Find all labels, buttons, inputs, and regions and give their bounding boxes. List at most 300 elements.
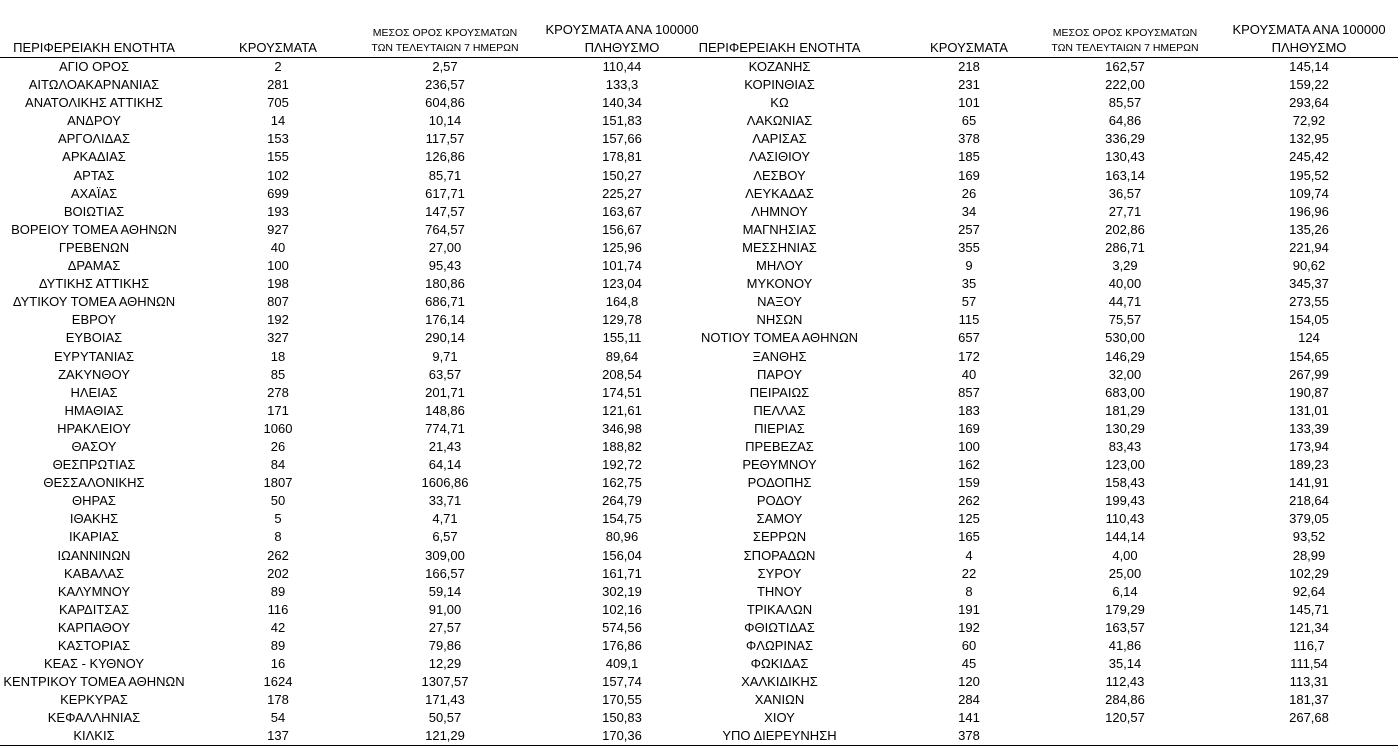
cell-cases: 183 xyxy=(958,402,980,418)
cell-per100k: 154,05 xyxy=(1289,312,1329,328)
cell-cases: 26 xyxy=(961,185,977,201)
cell-cases: 1624 xyxy=(263,674,293,690)
cell-region: ΒΟΡΕΙΟΥ ΤΟΜΕΑ ΑΘΗΝΩΝ xyxy=(11,221,177,237)
cell-per100k: 133,39 xyxy=(1289,420,1329,436)
cell-avg7: 126,86 xyxy=(425,149,465,165)
table-row xyxy=(0,239,692,257)
table-row xyxy=(0,474,692,492)
header-region: ΠΕΡΙΦΕΡΕΙΑΚΗ ΕΝΟΤΗΤΑ xyxy=(698,40,861,55)
table-row xyxy=(692,185,1398,203)
cell-avg7: 95,43 xyxy=(428,258,462,274)
cell-region: ΡΟΔΟΥ xyxy=(756,493,803,509)
table-bottom-border xyxy=(0,745,1398,746)
table-row xyxy=(692,547,1398,565)
cell-region: ΚΑΡΠΑΘΟΥ xyxy=(57,619,131,635)
cell-per100k: 176,86 xyxy=(602,638,642,653)
table-row xyxy=(0,58,692,76)
table-row xyxy=(692,619,1398,637)
table-row xyxy=(0,94,692,112)
cell-cases: 153 xyxy=(267,131,289,147)
cell-cases: 169 xyxy=(958,167,980,183)
cell-avg7: 179,29 xyxy=(1105,601,1145,617)
cell-cases: 141 xyxy=(958,710,980,726)
table-row xyxy=(692,348,1398,366)
table-row xyxy=(0,130,692,148)
cell-region: ΜΕΣΣΗΝΙΑΣ xyxy=(742,239,817,255)
cell-per100k: 218,64 xyxy=(1289,493,1329,509)
cell-region: ΑΡΤΑΣ xyxy=(73,167,115,183)
cell-avg7: 50,57 xyxy=(428,710,462,726)
cell-region: ΚΕΦΑΛΛΗΝΙΑΣ xyxy=(47,710,141,726)
cell-per100k: 116,7 xyxy=(1293,638,1325,653)
cell-per100k: 170,55 xyxy=(602,692,642,708)
cell-avg7: 41,86 xyxy=(1108,638,1142,653)
cell-per100k: 345,37 xyxy=(1289,276,1329,292)
cell-cases: 35 xyxy=(961,276,977,292)
cell-region: ΜΥΚΟΝΟΥ xyxy=(746,276,813,292)
cell-per100k: 123,04 xyxy=(602,276,642,292)
cell-avg7: 166,57 xyxy=(425,565,465,581)
cell-cases: 807 xyxy=(267,294,289,310)
cell-region: ΤΡΙΚΑΛΩΝ xyxy=(746,601,813,617)
cell-region: ΣΑΜΟΥ xyxy=(756,511,803,527)
table-row xyxy=(692,58,1398,76)
cell-avg7: 27,71 xyxy=(1108,203,1142,219)
cell-per100k: 135,26 xyxy=(1289,221,1329,237)
cell-cases: 278 xyxy=(267,384,289,400)
cell-per100k: 346,98 xyxy=(602,420,642,436)
cell-per100k: 157,74 xyxy=(602,674,642,690)
cell-per100k: 208,54 xyxy=(602,366,642,382)
cell-avg7: 181,29 xyxy=(1105,402,1145,418)
header-per100k-line1: ΚΡΟΥΣΜΑΤΑ ΑΝΑ 100000 xyxy=(1232,22,1386,37)
cell-region: ΑΡΚΑΔΙΑΣ xyxy=(62,149,126,165)
cell-avg7: 27,57 xyxy=(428,619,462,635)
cell-avg7: 1606,86 xyxy=(421,475,469,491)
table-row xyxy=(0,727,692,745)
table-row xyxy=(0,348,692,366)
table-row xyxy=(0,456,692,474)
cell-region: ΠΙΕΡΙΑΣ xyxy=(754,420,805,436)
cell-per100k: 245,42 xyxy=(1289,149,1329,165)
cell-per100k: 141,91 xyxy=(1289,475,1329,491)
cell-avg7: 27,00 xyxy=(428,239,462,255)
cell-region: ΘΗΡΑΣ xyxy=(72,493,116,509)
cell-cases: 192 xyxy=(267,312,289,328)
cell-cases: 927 xyxy=(267,221,289,237)
header-cases: ΚΡΟΥΣΜΑΤΑ xyxy=(239,40,317,55)
table-row xyxy=(692,257,1398,275)
table-row xyxy=(692,402,1398,420)
cell-region: ΝΗΣΩΝ xyxy=(756,312,803,328)
cell-region: ΑΙΤΩΛΟΑΚΑΡΝΑΝΙΑΣ xyxy=(28,77,160,93)
cell-avg7: 32,00 xyxy=(1108,366,1142,382)
cell-per100k: 192,72 xyxy=(602,457,642,473)
cell-avg7: 171,43 xyxy=(425,692,465,708)
cell-avg7: 40,00 xyxy=(1108,276,1142,292)
cell-avg7: 201,71 xyxy=(425,384,465,400)
cell-region: ΝΑΞΟΥ xyxy=(757,294,802,310)
cell-region: ΦΘΙΩΤΙΔΑΣ xyxy=(744,619,815,635)
cell-region: ΘΕΣΠΡΩΤΙΑΣ xyxy=(52,457,136,473)
cell-avg7: 686,71 xyxy=(425,294,465,310)
cell-avg7: 162,57 xyxy=(1105,59,1145,74)
cell-per100k: 90,62 xyxy=(1292,258,1326,274)
cell-per100k: 173,94 xyxy=(1289,438,1329,454)
cell-per100k: 174,51 xyxy=(602,384,642,400)
cell-avg7: 309,00 xyxy=(425,547,465,563)
table-row xyxy=(692,709,1398,727)
cell-cases: 191 xyxy=(958,601,980,617)
table-row xyxy=(0,510,692,528)
table-row xyxy=(692,673,1398,691)
cell-avg7: 91,00 xyxy=(428,601,462,617)
cell-region: ΠΑΡΟΥ xyxy=(756,366,803,382)
cell-cases: 657 xyxy=(958,330,980,346)
cell-region: ΠΕΛΛΑΣ xyxy=(753,402,806,418)
cell-avg7: 85,71 xyxy=(428,167,462,183)
cell-cases: 57 xyxy=(961,294,977,310)
cell-cases: 5 xyxy=(274,511,282,527)
cell-region: ΚΟΖΑΝΗΣ xyxy=(748,59,811,74)
cell-avg7: 144,14 xyxy=(1105,529,1145,545)
cell-region: ΚΕΡΚΥΡΑΣ xyxy=(60,692,128,708)
cell-cases: 26 xyxy=(270,438,286,454)
cell-cases: 116 xyxy=(267,601,289,617)
cell-avg7: 83,43 xyxy=(1108,438,1142,454)
cell-region: ΛΕΥΚΑΔΑΣ xyxy=(745,185,814,201)
cell-per100k: 155,11 xyxy=(602,330,642,346)
cell-region: ΑΧΑΪΑΣ xyxy=(70,185,118,201)
cell-per100k: 121,34 xyxy=(1289,619,1329,635)
cell-avg7: 25,00 xyxy=(1108,565,1142,581)
header-region: ΠΕΡΙΦΕΡΕΙΑΚΗ ΕΝΟΤΗΤΑ xyxy=(13,40,175,55)
cell-cases: 162 xyxy=(958,457,980,473)
cell-per100k: 111,54 xyxy=(1290,656,1328,672)
table-row xyxy=(692,438,1398,456)
cell-avg7: 130,43 xyxy=(1105,149,1145,165)
cell-cases: 705 xyxy=(267,95,289,111)
cell-per100k: 188,82 xyxy=(602,438,642,454)
cell-region: ΙΩΑΝΝΙΝΩΝ xyxy=(57,547,131,563)
cell-region: ΝΟΤΙΟΥ ΤΟΜΕΑ ΑΘΗΝΩΝ xyxy=(700,330,859,346)
table-row xyxy=(692,293,1398,311)
cell-region: ΣΥΡΟΥ xyxy=(757,565,802,581)
table-row xyxy=(692,112,1398,130)
cell-per100k: 145,71 xyxy=(1289,601,1329,617)
cell-avg7: 12,29 xyxy=(428,656,462,672)
cell-avg7: 64,14 xyxy=(428,457,462,473)
table-row xyxy=(0,637,692,655)
table-row xyxy=(0,438,692,456)
table-row xyxy=(692,94,1398,112)
table-row xyxy=(692,384,1398,402)
table-row xyxy=(692,420,1398,438)
cell-cases: 378 xyxy=(958,728,980,744)
cell-avg7: 286,71 xyxy=(1105,239,1145,255)
cell-cases: 2 xyxy=(274,59,282,74)
cell-avg7: 59,14 xyxy=(428,583,462,599)
table-row xyxy=(0,167,692,185)
cell-avg7: 176,14 xyxy=(425,312,465,328)
cell-avg7: 604,86 xyxy=(425,95,465,111)
cell-avg7: 146,29 xyxy=(1105,348,1145,364)
cell-per100k: 28,99 xyxy=(1292,547,1326,563)
cell-region: ΚΕΝΤΡΙΚΟΥ ΤΟΜΕΑ ΑΘΗΝΩΝ xyxy=(3,674,185,690)
table-row xyxy=(692,130,1398,148)
cell-region: ΧΙΟΥ xyxy=(764,710,795,726)
cell-per100k: 181,37 xyxy=(1289,692,1329,708)
table-row xyxy=(692,311,1398,329)
cell-per100k: 190,87 xyxy=(1289,384,1329,400)
table-row xyxy=(0,185,692,203)
table-row xyxy=(692,456,1398,474)
cell-avg7: 1307,57 xyxy=(421,674,469,690)
left-table-header xyxy=(0,0,699,58)
table-row xyxy=(692,510,1398,528)
cell-cases: 42 xyxy=(270,619,286,635)
table-row xyxy=(692,366,1398,384)
cell-avg7: 117,57 xyxy=(425,131,465,147)
cell-per100k: 154,65 xyxy=(1289,348,1329,364)
cell-cases: 65 xyxy=(961,113,977,129)
cell-per100k: 131,01 xyxy=(1289,402,1329,418)
cell-region: ΑΝΑΤΟΛΙΚΗΣ ΑΤΤΙΚΗΣ xyxy=(25,95,163,111)
cell-region: ΗΛΕΙΑΣ xyxy=(70,384,118,400)
cell-cases: 89 xyxy=(270,583,286,599)
cell-cases: 262 xyxy=(958,493,980,509)
table-row xyxy=(0,673,692,691)
cell-cases: 9 xyxy=(965,258,973,274)
cell-cases: 100 xyxy=(958,438,980,454)
cell-per100k: 129,78 xyxy=(602,312,642,328)
cell-avg7: 110,43 xyxy=(1105,511,1145,527)
header-avg7-line1: ΜΕΣΟΣ ΟΡΟΣ ΚΡΟΥΣΜΑΤΩΝ xyxy=(1052,27,1198,39)
table-row xyxy=(692,148,1398,166)
cell-per100k: 156,04 xyxy=(602,547,642,563)
cell-avg7: 290,14 xyxy=(425,330,465,346)
cell-cases: 102 xyxy=(267,167,289,183)
right-table-body xyxy=(692,58,1398,746)
cell-per100k: 267,68 xyxy=(1289,710,1329,726)
table-row xyxy=(692,565,1398,583)
cell-region: ΓΡΕΒΕΝΩΝ xyxy=(58,239,130,255)
header-per100k-line2: ΠΛΗΘΥΣΜΟ xyxy=(1271,40,1347,55)
table-row xyxy=(0,655,692,673)
cell-cases: 169 xyxy=(958,420,980,436)
cell-avg7: 222,00 xyxy=(1105,77,1145,93)
cell-avg7: 112,43 xyxy=(1105,674,1145,690)
cell-avg7: 64,86 xyxy=(1108,113,1142,129)
cell-avg7: 148,86 xyxy=(425,402,465,418)
cell-region: ΜΑΓΝΗΣΙΑΣ xyxy=(742,221,817,237)
cell-cases: 198 xyxy=(267,276,289,292)
cell-region: ΚΟΡΙΝΘΙΑΣ xyxy=(744,77,815,93)
cell-region: ΚΑΒΑΛΑΣ xyxy=(63,565,125,581)
table-row xyxy=(0,112,692,130)
table-row xyxy=(0,221,692,239)
cell-per100k: 225,27 xyxy=(602,185,642,201)
cell-avg7: 163,14 xyxy=(1105,167,1145,183)
table-row xyxy=(692,583,1398,601)
table-row xyxy=(692,167,1398,185)
cell-region: ΗΡΑΚΛΕΙΟΥ xyxy=(57,420,131,436)
header-per100k-line2: ΠΛΗΘΥΣΜΟ xyxy=(584,40,660,55)
cell-avg7: 3,29 xyxy=(1112,258,1138,274)
cell-region: ΦΛΩΡΙΝΑΣ xyxy=(745,638,814,653)
table-row xyxy=(0,709,692,727)
cell-region: ΚΙΛΚΙΣ xyxy=(73,728,115,744)
cell-cases: 14 xyxy=(270,113,286,129)
cell-per100k: 133,3 xyxy=(605,77,639,93)
cell-cases: 165 xyxy=(958,529,980,545)
cell-region: ΛΗΜΝΟΥ xyxy=(751,203,808,219)
cell-region: ΕΥΒΟΙΑΣ xyxy=(65,330,123,346)
cell-per100k: 110,44 xyxy=(602,59,642,74)
table-row xyxy=(692,655,1398,673)
cell-region: ΚΑΛΥΜΝΟΥ xyxy=(57,583,131,599)
cell-region: ΡΟΔΟΠΗΣ xyxy=(747,475,812,491)
cell-cases: 22 xyxy=(961,565,977,581)
cell-per100k: 189,23 xyxy=(1289,457,1329,473)
cell-region: ΗΜΑΘΙΑΣ xyxy=(64,402,124,418)
cell-avg7: 75,57 xyxy=(1108,312,1142,328)
cell-per100k: 125,96 xyxy=(602,239,642,255)
cell-per100k: 156,67 xyxy=(602,221,642,237)
cell-avg7: 284,86 xyxy=(1105,692,1145,708)
cell-cases: 4 xyxy=(965,547,973,563)
left-table-body xyxy=(0,58,692,746)
cell-cases: 231 xyxy=(958,77,980,93)
table-row xyxy=(0,148,692,166)
cell-cases: 60 xyxy=(961,638,977,653)
cell-region: ΛΑΣΙΘΙΟΥ xyxy=(748,149,811,165)
cell-per100k: 80,96 xyxy=(605,529,639,545)
cell-region: ΕΥΡΥΤΑΝΙΑΣ xyxy=(53,348,135,364)
cell-cases: 171 xyxy=(267,402,289,418)
cell-avg7: 336,29 xyxy=(1105,131,1145,147)
right-table-header xyxy=(692,0,1398,58)
cell-region: ΙΘΑΚΗΣ xyxy=(69,511,119,527)
cell-cases: 34 xyxy=(961,203,977,219)
cell-cases: 699 xyxy=(267,185,289,201)
cell-per100k: 102,29 xyxy=(1289,565,1329,581)
cell-avg7: 79,86 xyxy=(428,638,462,653)
table-row xyxy=(692,474,1398,492)
table-row xyxy=(0,384,692,402)
table-row xyxy=(0,565,692,583)
cell-cases: 159 xyxy=(958,475,980,491)
cell-cases: 54 xyxy=(270,710,286,726)
cell-per100k: 273,55 xyxy=(1289,294,1329,310)
cell-region: ΛΑΡΙΣΑΣ xyxy=(752,131,807,147)
header-avg7-line2: ΤΩΝ ΤΕΛΕΥΤΑΙΩΝ 7 ΗΜΕΡΩΝ xyxy=(371,42,519,54)
cell-avg7: 21,43 xyxy=(428,438,462,454)
cell-avg7: 764,57 xyxy=(425,221,465,237)
cell-region: ΑΡΓΟΛΙΔΑΣ xyxy=(57,131,131,147)
cell-avg7: 130,29 xyxy=(1105,420,1145,436)
cell-cases: 172 xyxy=(958,348,980,364)
cell-cases: 193 xyxy=(267,203,289,219)
cell-cases: 40 xyxy=(270,239,286,255)
cell-avg7: 774,71 xyxy=(425,420,465,436)
cell-per100k: 92,64 xyxy=(1292,583,1326,599)
cell-avg7: 236,57 xyxy=(425,77,465,93)
cell-per100k: 267,99 xyxy=(1289,366,1329,382)
cell-region: ΚΕΑΣ - ΚΥΘΝΟΥ xyxy=(43,656,145,672)
cell-avg7: 121,29 xyxy=(425,728,465,744)
cell-avg7: 6,14 xyxy=(1112,583,1138,599)
cell-per100k: 170,36 xyxy=(602,728,642,744)
cell-avg7: 2,57 xyxy=(432,59,458,74)
cell-cases: 8 xyxy=(965,583,973,599)
cell-cases: 84 xyxy=(270,457,286,473)
cell-cases: 16 xyxy=(270,656,286,672)
cell-avg7: 202,86 xyxy=(1105,221,1145,237)
table-row xyxy=(0,293,692,311)
table-row xyxy=(692,727,1398,745)
cell-region: ΙΚΑΡΙΑΣ xyxy=(69,529,119,545)
table-row xyxy=(0,619,692,637)
table-row xyxy=(0,402,692,420)
cell-cases: 40 xyxy=(961,366,977,382)
cell-region: ΔΥΤΙΚΟΥ ΤΟΜΕΑ ΑΘΗΝΩΝ xyxy=(12,294,176,310)
cell-per100k: 154,75 xyxy=(602,511,642,527)
table-row xyxy=(0,257,692,275)
cell-per100k: 164,8 xyxy=(605,294,639,310)
cell-cases: 202 xyxy=(267,565,289,581)
cell-per100k: 150,83 xyxy=(602,710,642,726)
cell-avg7: 33,71 xyxy=(428,493,462,509)
cell-avg7: 63,57 xyxy=(428,366,462,382)
cell-per100k: 163,67 xyxy=(602,203,642,219)
cell-per100k: 157,66 xyxy=(602,131,642,147)
right-table xyxy=(692,0,1398,746)
cell-region: ΛΑΚΩΝΙΑΣ xyxy=(746,113,813,129)
table-row xyxy=(0,420,692,438)
header-avg7-line2: ΤΩΝ ΤΕΛΕΥΤΑΙΩΝ 7 ΗΜΕΡΩΝ xyxy=(1051,42,1199,54)
table-row xyxy=(692,203,1398,221)
cell-per100k: 89,64 xyxy=(605,348,639,364)
cell-cases: 327 xyxy=(267,330,289,346)
cell-cases: 8 xyxy=(274,529,282,545)
cell-cases: 120 xyxy=(958,674,980,690)
cell-avg7: 147,57 xyxy=(425,203,465,219)
cell-per100k: 124 xyxy=(1298,330,1320,346)
cell-region: ΜΗΛΟΥ xyxy=(756,258,803,274)
cell-per100k: 145,14 xyxy=(1289,59,1329,74)
cell-region: ΞΑΝΘΗΣ xyxy=(752,348,807,364)
table-row xyxy=(0,76,692,94)
cell-region: ΚΑΣΤΟΡΙΑΣ xyxy=(57,638,131,653)
cell-cases: 355 xyxy=(958,239,980,255)
cell-region: ΛΕΣΒΟΥ xyxy=(753,167,806,183)
cell-avg7: 617,71 xyxy=(425,185,465,201)
table-row xyxy=(692,528,1398,546)
cell-per100k: 150,27 xyxy=(602,167,642,183)
cell-avg7: 9,71 xyxy=(432,348,458,364)
cell-cases: 101 xyxy=(958,95,980,111)
table-row xyxy=(692,492,1398,510)
cell-cases: 284 xyxy=(958,692,980,708)
table-row xyxy=(0,583,692,601)
cell-region: ΚΩ xyxy=(770,95,789,111)
cell-region: ΔΥΤΙΚΗΣ ΑΤΤΙΚΗΣ xyxy=(38,276,150,292)
cell-cases: 857 xyxy=(958,384,980,400)
cell-region: ΚΑΡΔΙΤΣΑΣ xyxy=(58,601,130,617)
cell-avg7: 120,57 xyxy=(1105,710,1145,726)
cell-cases: 378 xyxy=(958,131,980,147)
